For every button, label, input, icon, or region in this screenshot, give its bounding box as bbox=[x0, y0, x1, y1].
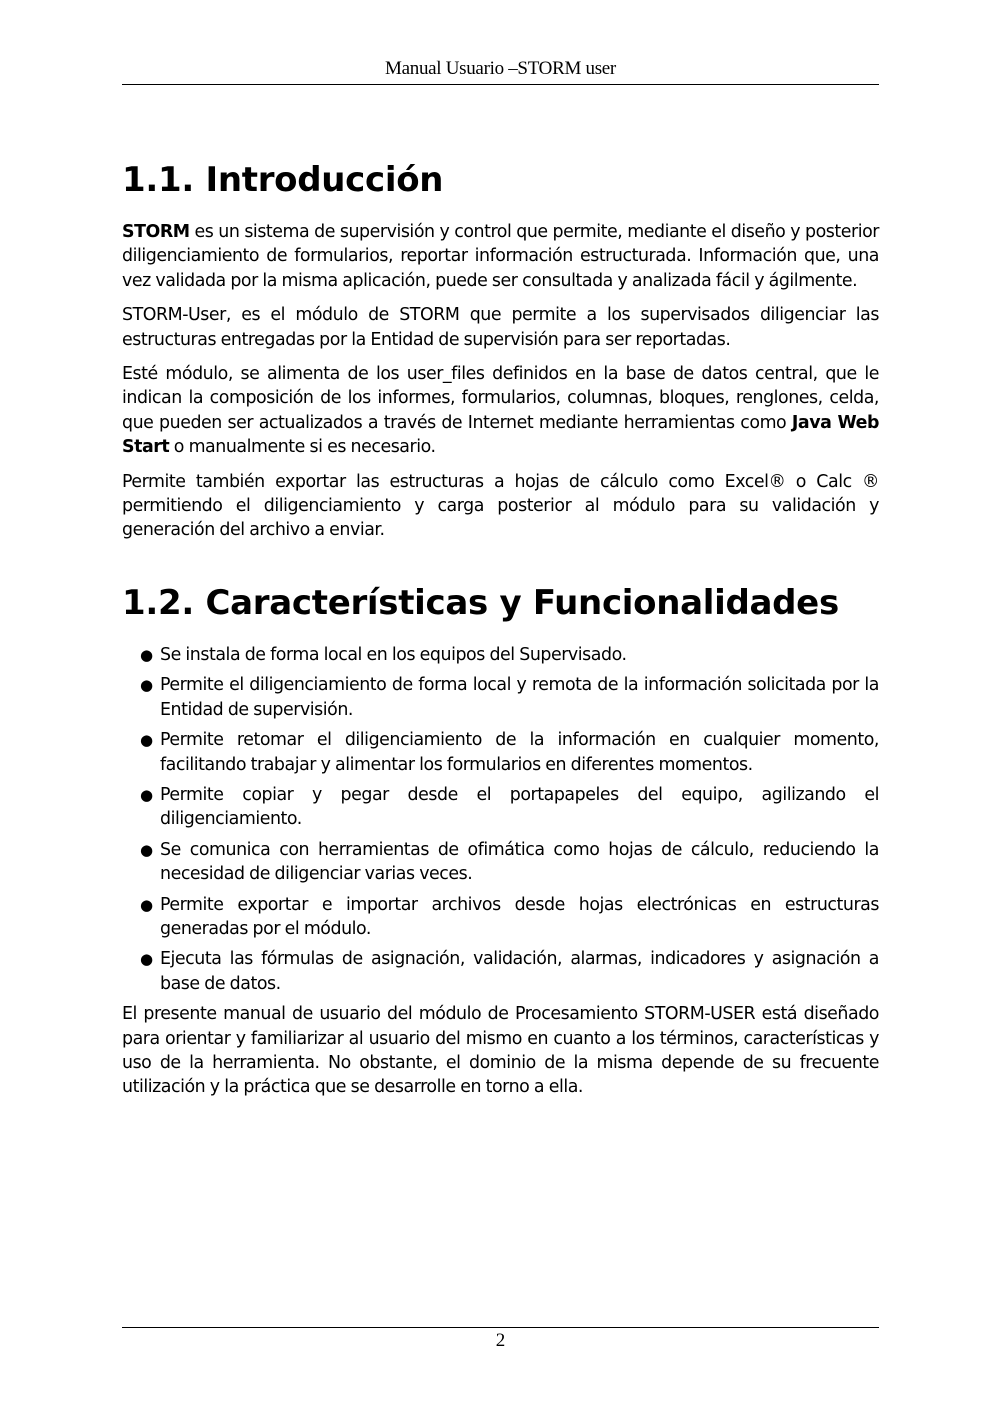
list-item: ● Permite copiar y pegar desde el portapapeles del equipo, agilizando el diligenciamiento. bbox=[140, 784, 879, 830]
section-heading-introduccion: 1.1. Introducción bbox=[122, 160, 444, 200]
page-footer bbox=[122, 1327, 879, 1352]
page-content bbox=[122, 160, 879, 1110]
java-web-start-bold-term: Java Web Start bbox=[122, 412, 880, 458]
bullet-icon: ● bbox=[140, 785, 153, 804]
intro-paragraph-4: Permite también exportar las estructuras a hojas de cálculo como Excel® o Calc ® permitiendo el diligenciamiento y carga posterior al módulo para su validación y generación del archivo a enviar. bbox=[122, 471, 879, 541]
page-number: 2 bbox=[495, 1330, 506, 1351]
bullet-icon: ● bbox=[140, 895, 153, 914]
header-title: Manual Usuario –STORM user bbox=[385, 58, 616, 79]
list-item: ● Permite el diligenciamiento de forma local y remota de la información solicitada por la Entidad de supervisión. bbox=[140, 675, 879, 720]
bullet-icon: ● bbox=[140, 676, 153, 695]
bullet-icon: ● bbox=[140, 840, 153, 859]
list-item: ● Se instala de forma local en los equipos del Supervisado. bbox=[122, 643, 879, 667]
list-item: ● Se comunica con herramientas de ofimática como hojas de cálculo, reduciendo la necesidad de diligenciar varias veces. bbox=[140, 839, 879, 885]
bullet-icon: ● bbox=[140, 950, 153, 969]
intro-paragraph-3: Esté módulo, se alimenta de los user_files definidos en la base de datos central, que le indican la composición de los informes, formularios, columnas, bloques, renglones, celda, que pueden ser actualizados a través de Internet mediante herramientas como Java Web Start o manualmente si es necesario. bbox=[122, 364, 880, 458]
closing-paragraph: El presente manual de usuario del módulo de Procesamiento STORM-USER está diseñado para orientar y familiarizar al usuario del mismo en cuanto a los términos, características y uso de la herramienta. No obstante, el dominio de la misma depende de su frecuente utilización y la práctica que se desarrolle en torno a ella. bbox=[122, 1004, 879, 1098]
section-heading-caracteristicas: 1.2. Características y Funcionalidades bbox=[122, 582, 839, 623]
list-item: ● Permite retomar el diligenciamiento de la información en cualquier momento, facilitando trabajar y alimentar los formularios en diferentes momentos. bbox=[140, 730, 879, 775]
list-item: ● Ejecuta las fórmulas de asignación, validación, alarmas, indicadores y asignación a base de datos. bbox=[140, 949, 879, 994]
storm-bold-term: STORM bbox=[122, 222, 190, 242]
intro-paragraph-2: STORM-User, es el módulo de STORM que permite a los supervisados diligenciar las estructuras entregadas por la Entidad de supervisión para ser reportadas. bbox=[122, 305, 879, 350]
bullet-icon: ● bbox=[140, 731, 153, 750]
intro-paragraph-1: STORM es un sistema de supervisión y control que permite, mediante el diseño y posterior diligenciamiento de formularios, reportar información estructurada. Información que, una vez validada por la misma aplicación, puede ser consultada y analizada fácil y ágilmente. bbox=[122, 222, 879, 291]
page-header bbox=[122, 58, 879, 85]
features-list bbox=[122, 643, 879, 996]
bullet-icon: ● bbox=[140, 645, 153, 664]
list-item: ● Permite exportar e importar archivos desde hojas electrónicas en estructuras generadas por el módulo. bbox=[140, 894, 879, 939]
